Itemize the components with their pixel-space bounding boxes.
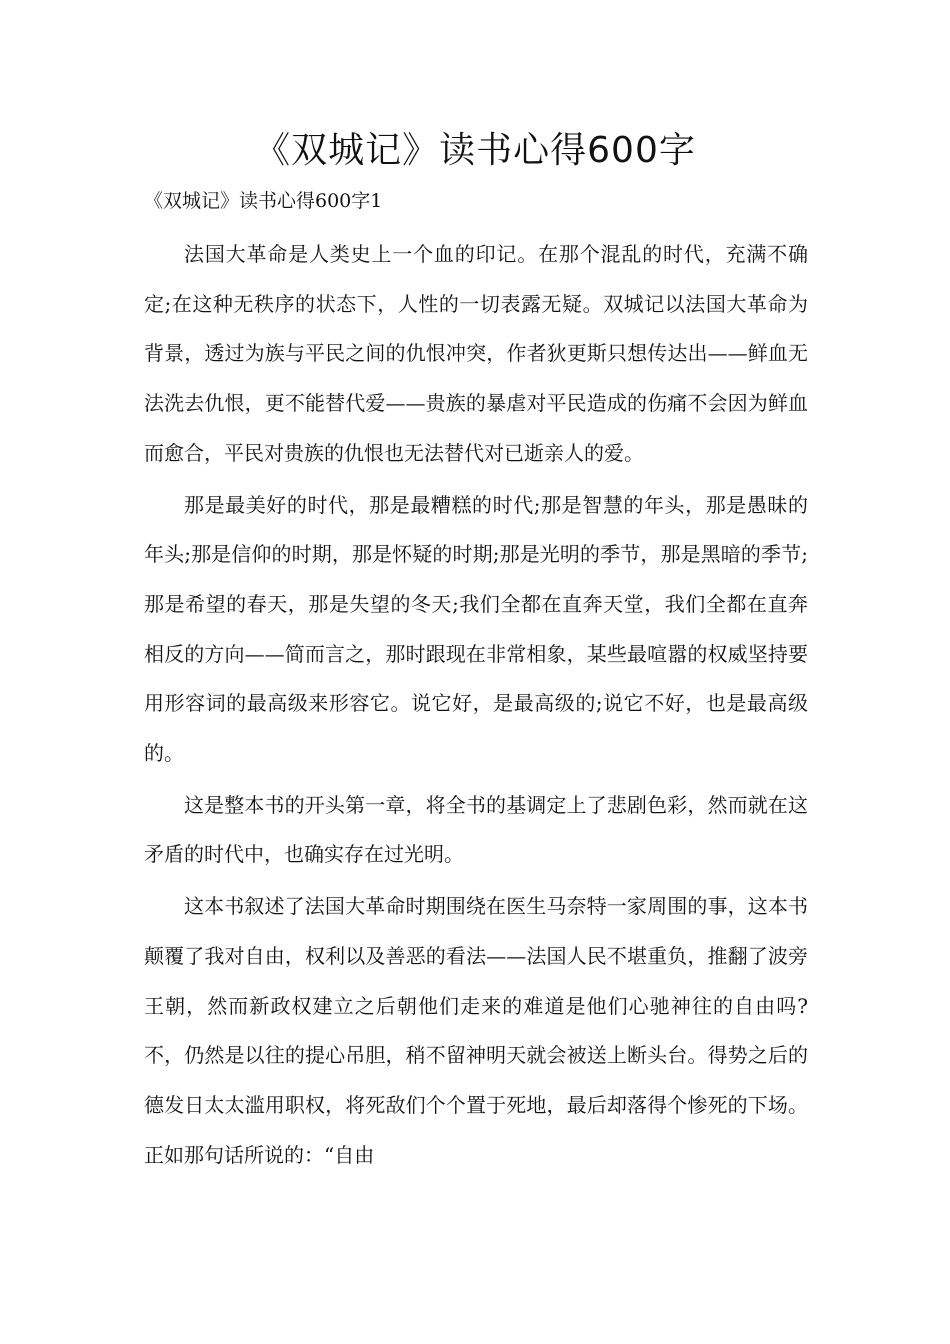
paragraph: 那是最美好的时代，那是最糟糕的时代;那是智慧的年头，那是愚昧的年头;那是信仰的时期，那是怀疑的时期;那是光明的季节，那是黑暗的季节;那是希望的春天，那是失望的冬天;我们全都在直奔天堂，我们全都在直奔相反的方向——简而言之，那时跟现在非常相象，某些最喧嚣的权威坚持要用形容词的最高级来形容它。说它好，是最高级的;说它不好，也是最高级的。 [144, 492, 808, 766]
document-subtitle: 《双城记》读书心得600字1 [144, 190, 383, 212]
document-body [144, 230, 808, 1182]
paragraph: 法国大革命是人类史上一个血的印记。在那个混乱的时代，充满不确定;在这种无秩序的状态下，人性的一切表露无疑。双城记以法国大革命为背景，透过为族与平民之间的仇恨冲突，作者狄更斯只想传达出——鲜血无法洗去仇恨，更不能替代爱——贵族的暴虐对平民造成的伤痛不会因为鲜血而愈合，平民对贵族的仇恨也无法替代对已逝亲人的爱。 [144, 242, 808, 465]
paragraph: 这本书叙述了法国大革命时期围绕在医生马奈特一家周围的事，这本书颠覆了我对自由，权利以及善恶的看法——法国人民不堪重负，推翻了波旁王朝，然而新政权建立之后朝他们走来的难道是他们心驰神往的自由吗?不，仍然是以往的提心吊胆，稍不留神明天就会被送上断头台。得势之后的德发日太太滥用职权，将死敌们个个置于死地，最后却落得个惨死的下场。正如那句话所说的：“自由 [144, 894, 808, 1167]
paragraph: 这是整本书的开头第一章，将全书的基调定上了悲剧色彩，然而就在这矛盾的时代中，也确实存在过光明。 [144, 792, 808, 867]
document-title: 《双城记》读书心得600字 [254, 130, 696, 171]
